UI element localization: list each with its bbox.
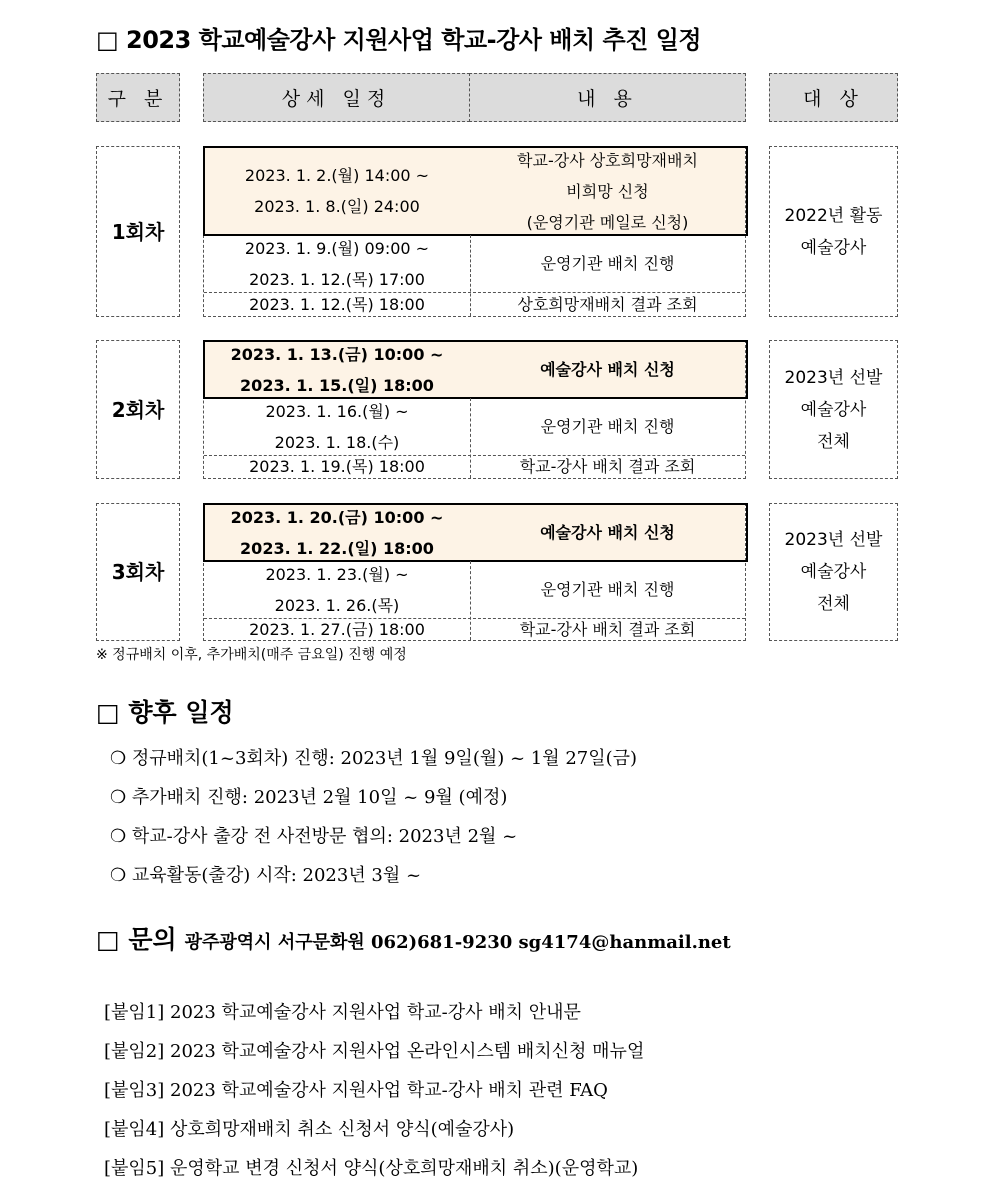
schedule-line: 2023. 1. 9.(월) 09:00 ~ [244, 238, 430, 258]
schedule-line: 2023. 1. 2.(월) 14:00 ~ [244, 166, 430, 185]
round-2-grid [203, 340, 746, 479]
target-line: 예술강사 [800, 399, 867, 420]
round-1-row-3-schedule: 2023. 1. 12.(목) 18:00 [249, 294, 425, 314]
header-content: 내 용 [469, 73, 746, 122]
round-1-label: 1회차 [96, 146, 180, 317]
target-line: 예술강사 [800, 562, 867, 582]
attachment-item: [붙임3] 2023 학교예술강사 지원사업 학교-강사 배치 관련 FAQ [104, 1080, 608, 1101]
divider [204, 618, 745, 619]
divider [470, 398, 471, 478]
round-2-target [769, 340, 898, 479]
header-schedule: 상세 일정 [203, 73, 470, 122]
content-line: 비희망 신청 [566, 181, 649, 201]
schedule-line: 2023. 1. 13.(금) 10:00 ~ [230, 344, 444, 364]
schedule-line: 2023. 1. 18.(수) [274, 432, 400, 452]
target-line: 전체 [817, 431, 850, 452]
future-item: ❍ 학교-강사 출강 전 사전방문 협의: 2023년 2월 ~ [110, 826, 518, 847]
round-3-grid [203, 503, 746, 641]
divider [204, 455, 745, 456]
round-2-row-3-content: 학교-강사 배치 결과 조회 [519, 457, 696, 476]
schedule-line: 2023. 1. 20.(금) 10:00 ~ [230, 507, 444, 527]
round-1-row-2-content: 운영기관 배치 진행 [540, 254, 675, 273]
round-2-row-2-content: 운영기관 배치 진행 [540, 417, 675, 436]
schedule-line: 2023. 1. 16.(월) ~ [265, 401, 409, 421]
round-3-row-2-content: 운영기관 배치 진행 [540, 580, 675, 599]
divider [470, 235, 471, 316]
header-target: 대 상 [769, 73, 898, 122]
target-line: 2023년 선발 [784, 367, 883, 388]
round-3-row-1-content: 예술강사 배치 신청 [470, 504, 745, 561]
attachment-item: [붙임4] 상호희망재배치 취소 신청서 양식(예술강사) [104, 1119, 515, 1140]
schedule-line: 2023. 1. 23.(월) ~ [265, 564, 409, 584]
schedule-line: 2023. 1. 8.(일) 24:00 [254, 197, 420, 216]
round-1-target [769, 146, 898, 317]
round-1-row-3-content: 상호희망재배치 결과 조회 [517, 294, 698, 314]
schedule-line: 2023. 1. 15.(일) 18:00 [240, 375, 434, 395]
round-3-row-1-schedule [204, 504, 470, 561]
round-3-row-3-content: 학교-강사 배치 결과 조회 [519, 619, 696, 639]
attachment-item: [붙임2] 2023 학교예술강사 지원사업 온라인시스템 배치신청 매뉴얼 [104, 1041, 645, 1062]
target-line: 예술강사 [800, 237, 867, 258]
target-line: 2023년 선발 [784, 530, 883, 550]
round-2-row-1-schedule [204, 341, 470, 398]
round-3-row-3-schedule: 2023. 1. 27.(금) 18:00 [249, 619, 425, 639]
round-1-row-2-schedule [204, 235, 470, 292]
round-1-grid [203, 146, 746, 317]
divider [204, 292, 745, 293]
round-3-label: 3회차 [96, 503, 180, 641]
round-2-row-2-schedule [204, 398, 470, 455]
target-line: 2022년 활동 [784, 205, 883, 226]
round-2-row-3-schedule: 2023. 1. 19.(목) 18:00 [249, 457, 425, 476]
schedule-line: 2023. 1. 12.(목) 17:00 [249, 269, 425, 289]
content-line: (운영기관 메일로 신청) [526, 212, 689, 232]
attachment-item: [붙임1] 2023 학교예술강사 지원사업 학교-강사 배치 안내문 [104, 1002, 581, 1023]
divider [470, 561, 471, 640]
round-3-target [769, 503, 898, 641]
future-heading: □ 향후 일정 [96, 698, 234, 727]
target-line: 전체 [817, 594, 850, 614]
future-item: ❍ 정규배치(1~3회차) 진행: 2023년 1월 9일(월) ~ 1월 27일(금) [110, 748, 638, 769]
round-1-row-1-schedule [204, 147, 470, 235]
contact-heading: □ 문의 [96, 925, 177, 954]
page-title: □ 2023 학교예술강사 지원사업 학교-강사 배치 추진 일정 [96, 26, 702, 54]
schedule-line: 2023. 1. 22.(일) 18:00 [240, 538, 434, 558]
future-item: ❍ 교육활동(출강) 시작: 2023년 3월 ~ [110, 865, 422, 886]
round-1-row-1-content [470, 147, 745, 235]
round-3-row-2-schedule [204, 561, 470, 618]
round-2-row-1-content: 예술강사 배치 신청 [470, 341, 745, 398]
table-note: ※ 정규배치 이후, 추가배치(매주 금요일) 진행 예정 [96, 647, 407, 663]
schedule-line: 2023. 1. 26.(목) [274, 595, 400, 615]
round-2-label: 2회차 [96, 340, 180, 479]
attachment-item: [붙임5] 운영학교 변경 신청서 양식(상호희망재배치 취소)(운영학교) [104, 1158, 639, 1179]
future-item: ❍ 추가배치 진행: 2023년 2월 10일 ~ 9월 (예정) [110, 787, 508, 808]
contact-detail: 광주광역시 서구문화원 062)681-9230 sg4174@hanmail.net [184, 932, 731, 953]
content-line: 학교-강사 상호희망재배치 [517, 150, 698, 170]
contact-section [96, 920, 731, 956]
header-category: 구 분 [96, 73, 180, 122]
